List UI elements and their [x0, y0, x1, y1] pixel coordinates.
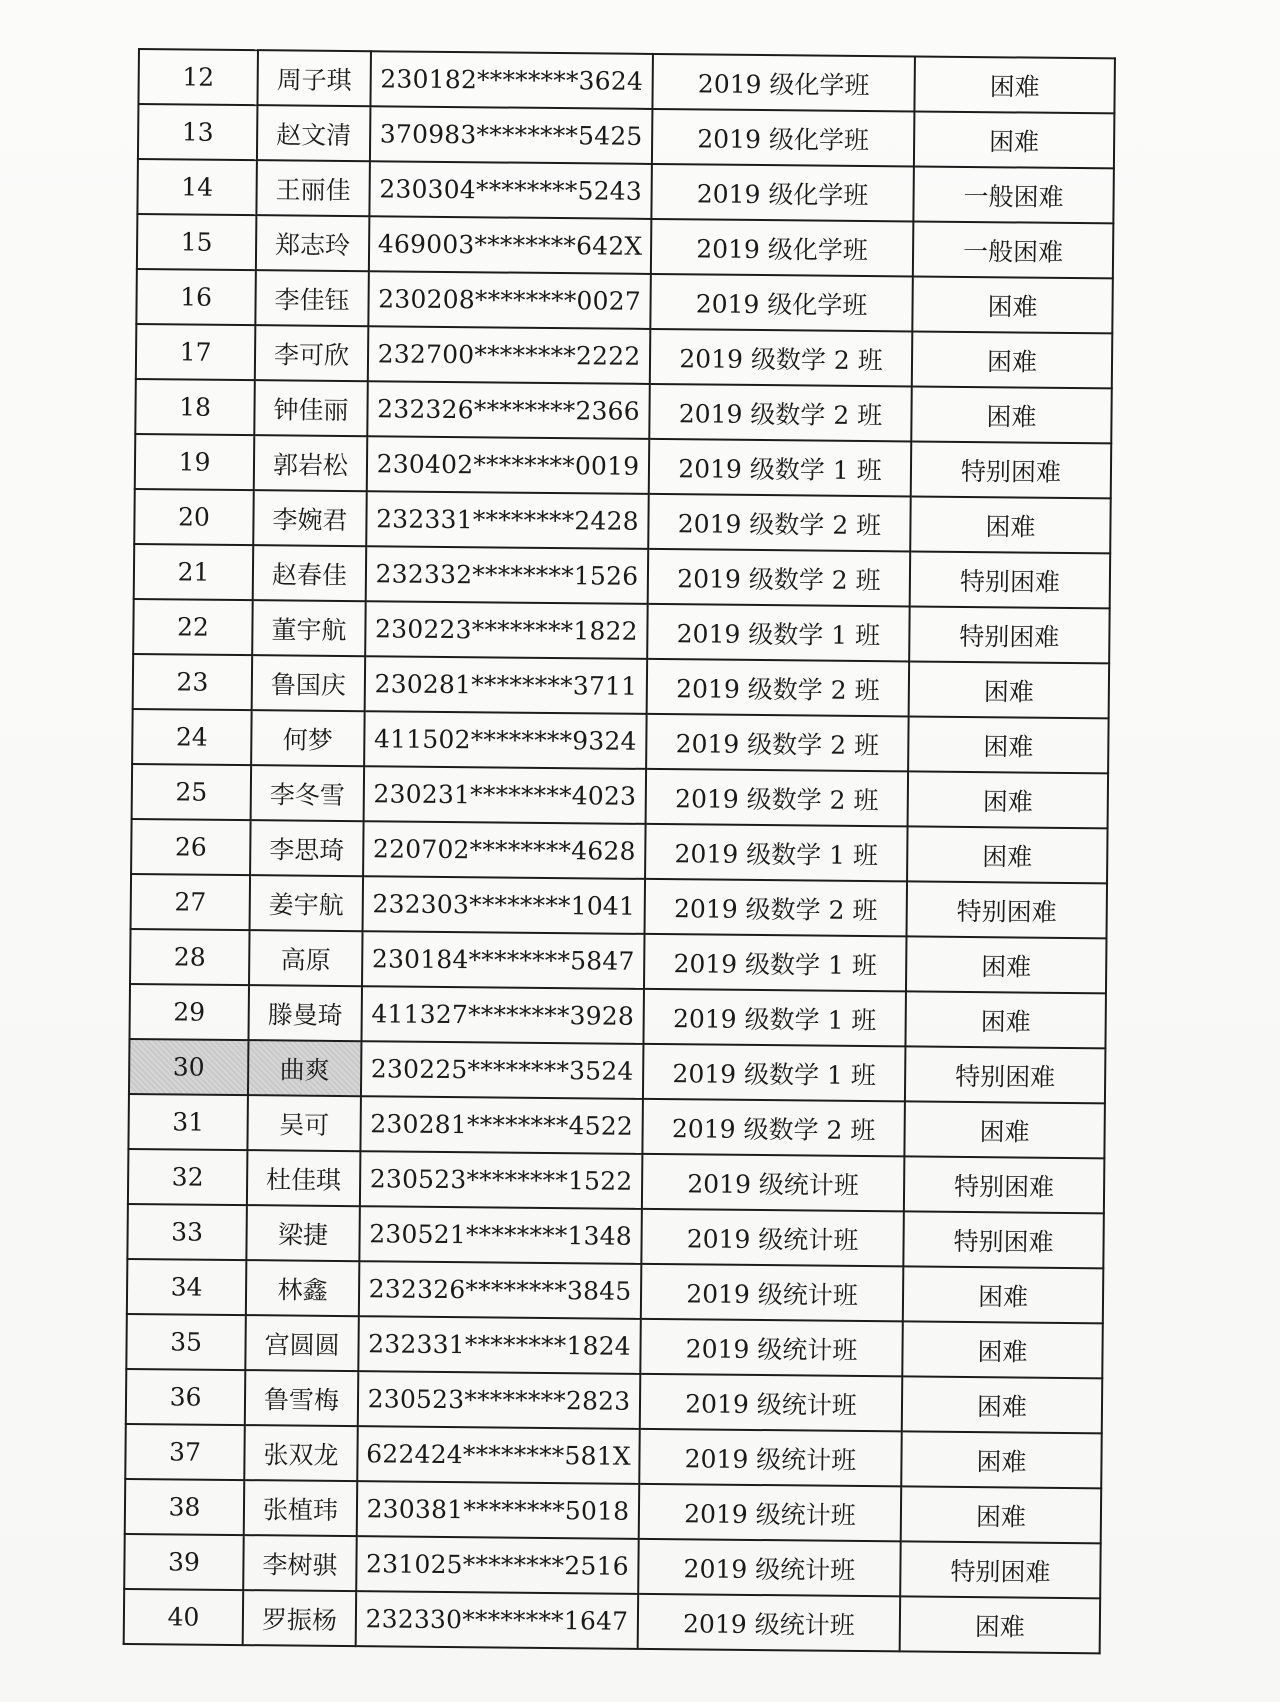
table-row [137, 159, 1113, 223]
table-body [124, 49, 1115, 1653]
row-number: 39 [124, 1534, 244, 1590]
row-number: 13 [138, 104, 258, 160]
difficulty-level: 困难 [908, 716, 1109, 773]
id-number: 231025********2516 [356, 1536, 639, 1594]
row-number: 12 [138, 49, 258, 105]
row-number: 27 [131, 874, 251, 930]
table-row [128, 1094, 1104, 1158]
row-number: 31 [128, 1094, 248, 1150]
student-name: 李佳钰 [255, 270, 369, 326]
student-name: 高原 [249, 930, 363, 986]
table-row [133, 654, 1109, 718]
table-row [136, 269, 1112, 333]
class-name: 2019 级数学 1 班 [645, 824, 908, 882]
class-name: 2019 级化学班 [650, 274, 913, 332]
class-name: 2019 级数学 2 班 [645, 879, 908, 937]
class-name: 2019 级数学 1 班 [644, 934, 907, 992]
class-name: 2019 级数学 2 班 [649, 384, 912, 442]
difficulty-level: 困难 [901, 1486, 1102, 1543]
difficulty-level: 困难 [900, 1596, 1101, 1653]
row-number: 29 [129, 984, 249, 1040]
difficulty-level: 特别困难 [911, 441, 1112, 498]
id-number: 230521********1348 [359, 1206, 642, 1264]
student-name: 杜佳琪 [247, 1150, 361, 1206]
class-name: 2019 级数学 2 班 [642, 1099, 905, 1157]
student-name: 郑志玲 [256, 215, 370, 271]
table-row [133, 599, 1109, 663]
student-name: 罗振杨 [243, 1590, 357, 1646]
table-row [128, 1149, 1104, 1213]
id-number: 232326********3845 [359, 1261, 642, 1319]
student-name: 郭岩松 [254, 435, 368, 491]
student-name: 鲁雪梅 [245, 1370, 359, 1426]
difficulty-level: 特别困难 [910, 551, 1111, 608]
student-name: 滕曼琦 [248, 985, 362, 1041]
class-name: 2019 级数学 1 班 [643, 1044, 906, 1102]
table-row [125, 1479, 1101, 1543]
row-number: 33 [127, 1204, 247, 1260]
table-row [134, 489, 1110, 553]
difficulty-level: 困难 [904, 1101, 1105, 1158]
student-name: 李树骐 [243, 1535, 357, 1591]
difficulty-level: 困难 [905, 991, 1106, 1048]
difficulty-level: 特别困难 [903, 1211, 1104, 1268]
id-number: 230184********5847 [362, 931, 645, 989]
student-name: 吴可 [247, 1095, 361, 1151]
table-row [124, 1589, 1100, 1653]
id-number: 230381********5018 [357, 1481, 640, 1539]
class-name: 2019 级数学 2 班 [650, 329, 913, 387]
difficulty-level: 困难 [909, 661, 1110, 718]
table-row [127, 1259, 1103, 1323]
difficulty-level: 特别困难 [905, 1046, 1106, 1103]
difficulty-level: 困难 [914, 56, 1115, 113]
table-row [131, 874, 1107, 938]
row-number: 26 [131, 819, 251, 875]
student-name: 李冬雪 [251, 765, 365, 821]
student-name: 张双龙 [244, 1425, 358, 1481]
student-name: 赵春佳 [253, 545, 367, 601]
id-number: 230523********1522 [360, 1151, 643, 1209]
difficulty-level: 困难 [914, 111, 1115, 168]
table-row [129, 984, 1105, 1048]
id-number: 232326********2366 [367, 381, 650, 439]
class-name: 2019 级统计班 [640, 1374, 903, 1432]
id-number: 230523********2823 [358, 1371, 641, 1429]
row-number: 16 [136, 269, 256, 325]
class-name: 2019 级统计班 [641, 1209, 904, 1267]
student-name: 宫圆圆 [245, 1315, 359, 1371]
id-number: 232332********1526 [366, 546, 649, 604]
row-number: 18 [135, 379, 255, 435]
table-row [131, 819, 1107, 883]
class-name: 2019 级统计班 [641, 1264, 904, 1322]
id-number: 230225********3524 [361, 1041, 644, 1099]
table-row [132, 709, 1108, 773]
table-row [135, 379, 1111, 443]
id-number: 232700********2222 [368, 326, 651, 384]
row-number: 24 [132, 709, 252, 765]
student-name: 姜宇航 [250, 875, 364, 931]
row-number: 20 [134, 489, 254, 545]
difficulty-level: 困难 [912, 331, 1113, 388]
class-name: 2019 级统计班 [640, 1319, 903, 1377]
table-row [136, 324, 1112, 388]
id-number: 230208********0027 [368, 271, 651, 329]
row-number: 17 [136, 324, 256, 380]
student-name: 鲁国庆 [252, 655, 366, 711]
table-row [130, 929, 1106, 993]
difficulty-level: 一般困难 [913, 221, 1114, 278]
difficulty-level: 困难 [902, 1321, 1103, 1378]
student-name: 林鑫 [246, 1260, 360, 1316]
student-name: 周子琪 [257, 50, 371, 106]
row-number: 23 [133, 654, 253, 710]
row-number: 32 [128, 1149, 248, 1205]
class-name: 2019 级数学 1 班 [643, 989, 906, 1047]
row-number: 25 [132, 764, 252, 820]
table-row [126, 1369, 1102, 1433]
table-row [135, 434, 1111, 498]
row-number: 38 [125, 1479, 245, 1535]
class-name: 2019 级数学 2 班 [646, 769, 909, 827]
student-name: 李可欣 [255, 325, 369, 381]
table-row [138, 104, 1114, 168]
id-number: 469003********642X [369, 216, 652, 274]
row-number: 40 [124, 1589, 244, 1645]
class-name: 2019 级数学 2 班 [647, 659, 910, 717]
difficulty-level: 特别困难 [909, 606, 1110, 663]
id-number: 230182********3624 [370, 51, 653, 109]
table-row [124, 1534, 1100, 1598]
difficulty-level: 困难 [901, 1431, 1102, 1488]
id-number: 411327********3928 [361, 986, 644, 1044]
class-name: 2019 级化学班 [651, 164, 914, 222]
class-name: 2019 级统计班 [638, 1594, 901, 1652]
id-number: 411502********9324 [364, 711, 647, 769]
student-name: 梁捷 [246, 1205, 360, 1261]
difficulty-level: 困难 [912, 276, 1113, 333]
table-row [129, 1039, 1105, 1103]
student-name: 赵文清 [257, 105, 371, 161]
id-number: 232330********1647 [356, 1591, 639, 1649]
student-name: 曲爽 [248, 1040, 362, 1096]
id-number: 232303********1041 [363, 876, 646, 934]
class-name: 2019 级化学班 [651, 219, 914, 277]
difficulty-level: 特别困难 [904, 1156, 1105, 1213]
row-number: 15 [137, 214, 257, 270]
difficulty-level: 困难 [910, 496, 1111, 553]
id-number: 230231********4023 [364, 766, 647, 824]
student-name: 李思琦 [250, 820, 364, 876]
table-row [134, 544, 1110, 608]
table-row [137, 214, 1113, 278]
row-number: 19 [135, 434, 255, 490]
row-number: 21 [134, 544, 254, 600]
table-row [138, 49, 1114, 113]
row-number: 14 [137, 159, 257, 215]
row-number: 22 [133, 599, 253, 655]
class-name: 2019 级数学 2 班 [646, 714, 909, 772]
class-name: 2019 级化学班 [652, 54, 915, 112]
student-name: 何梦 [251, 710, 365, 766]
difficulty-level: 特别困难 [907, 881, 1108, 938]
id-number: 370983********5425 [370, 106, 653, 164]
difficulty-level: 困难 [902, 1376, 1103, 1433]
id-number: 622424********581X [357, 1426, 640, 1484]
id-number: 232331********1824 [358, 1316, 641, 1374]
difficulty-level: 一般困难 [913, 166, 1114, 223]
row-number: 35 [126, 1314, 246, 1370]
class-name: 2019 级化学班 [652, 109, 915, 167]
table-row [127, 1204, 1103, 1268]
id-number: 232331********2428 [366, 491, 649, 549]
difficulty-level: 困难 [907, 826, 1108, 883]
difficulty-level: 特别困难 [900, 1541, 1101, 1598]
class-name: 2019 级统计班 [639, 1429, 902, 1487]
difficulty-level: 困难 [903, 1266, 1104, 1323]
difficulty-level: 困难 [911, 386, 1112, 443]
difficulty-level: 困难 [906, 936, 1107, 993]
row-number: 36 [126, 1369, 246, 1425]
id-number: 230281********4522 [360, 1096, 643, 1154]
id-number: 230281********3711 [365, 656, 648, 714]
id-number: 230402********0019 [367, 436, 650, 494]
row-number: 30 [129, 1039, 249, 1095]
id-number: 220702********4628 [363, 821, 646, 879]
row-number: 28 [130, 929, 250, 985]
student-name: 李婉君 [253, 490, 367, 546]
class-name: 2019 级统计班 [638, 1539, 901, 1597]
class-name: 2019 级数学 1 班 [647, 604, 910, 662]
class-name: 2019 级统计班 [639, 1484, 902, 1542]
id-number: 230223********1822 [365, 601, 648, 659]
student-name: 钟佳丽 [254, 380, 368, 436]
class-name: 2019 级数学 1 班 [649, 439, 912, 497]
student-name: 张植玮 [244, 1480, 358, 1536]
table-row [125, 1424, 1101, 1488]
class-name: 2019 级统计班 [642, 1154, 905, 1212]
id-number: 230304********5243 [369, 161, 652, 219]
student-name: 王丽佳 [256, 160, 370, 216]
difficulty-level: 困难 [908, 771, 1109, 828]
row-number: 37 [125, 1424, 245, 1480]
student-name: 董宇航 [252, 600, 366, 656]
student-aid-table [123, 48, 1116, 1654]
row-number: 34 [127, 1259, 247, 1315]
class-name: 2019 级数学 2 班 [648, 494, 911, 552]
table-row [126, 1314, 1102, 1378]
table-row [132, 764, 1108, 828]
class-name: 2019 级数学 2 班 [648, 549, 911, 607]
